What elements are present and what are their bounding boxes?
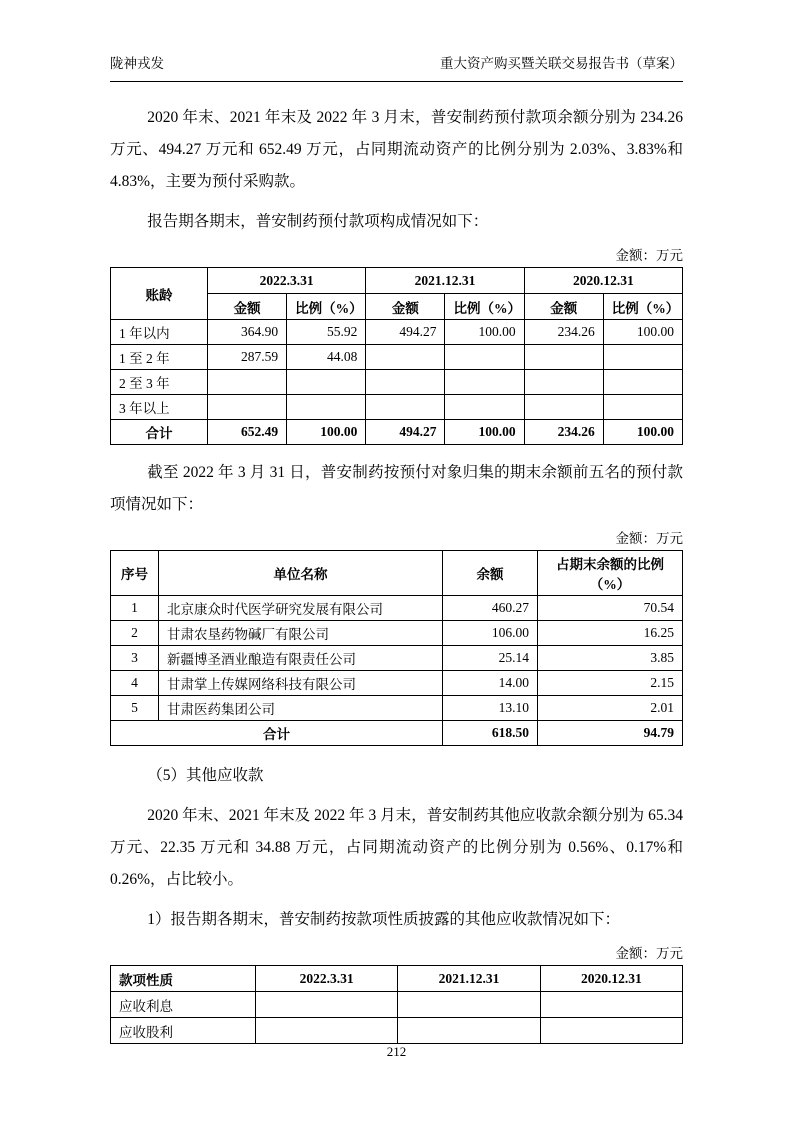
value-cell bbox=[398, 1018, 540, 1044]
total-label-cell: 合计 bbox=[111, 420, 208, 445]
ratio-cell: 100.00 bbox=[287, 420, 366, 445]
total-ratio-cell: 94.79 bbox=[538, 721, 683, 746]
ratio-cell: 70.54 bbox=[538, 596, 683, 621]
table-row bbox=[111, 992, 683, 1018]
company-name-cell: 甘肃掌上传媒网络科技有限公司 bbox=[159, 671, 443, 696]
header-company-name: 陇神戎发 bbox=[110, 56, 164, 71]
unit-note-1: 金额：万元 bbox=[615, 248, 683, 263]
ratio-cell: 55.92 bbox=[287, 320, 366, 345]
table-row bbox=[111, 696, 683, 721]
aging-label-cell: 2 至 3 年 bbox=[111, 370, 208, 395]
aging-label-cell: 1 年以内 bbox=[111, 320, 208, 345]
amount-cell bbox=[366, 345, 445, 370]
seq-cell: 4 bbox=[111, 671, 159, 696]
total-balance-cell: 618.50 bbox=[443, 721, 538, 746]
period-header-2022: 2022.3.31 bbox=[256, 966, 398, 992]
table-header-row bbox=[111, 551, 683, 596]
balance-cell: 14.00 bbox=[443, 671, 538, 696]
ratio-cell bbox=[603, 370, 682, 395]
ratio-cell bbox=[287, 370, 366, 395]
ratio-cell bbox=[445, 345, 524, 370]
aging-label-cell: 1 至 2 年 bbox=[111, 345, 208, 370]
table-header-row bbox=[111, 966, 683, 992]
ratio-cell: 2.15 bbox=[538, 671, 683, 696]
amount-cell bbox=[366, 370, 445, 395]
amount-cell bbox=[524, 370, 603, 395]
amount-cell: 494.27 bbox=[366, 320, 445, 345]
amount-header: 金额 bbox=[366, 294, 445, 320]
page-header bbox=[110, 52, 683, 82]
value-cell bbox=[540, 1018, 682, 1044]
ratio-header: 占期末余额的比例（%） bbox=[538, 551, 683, 596]
ratio-cell: 100.00 bbox=[445, 320, 524, 345]
company-name-cell: 新疆博圣酒业酿造有限责任公司 bbox=[159, 646, 443, 671]
paragraph-other-receivables-balances: 2020 年末、2021 年末及 2022 年 3 月末，普安制药其他应收款余额分别为 65.34 万元、22.35 万元和 34.88 万元，占同期流动资产的比例分别为 0.56%、0.17%和 0.26%，占比较小。 bbox=[110, 807, 683, 888]
value-cell bbox=[256, 992, 398, 1018]
ratio-cell: 2.01 bbox=[538, 696, 683, 721]
balance-cell: 25.14 bbox=[443, 646, 538, 671]
period-header-2021: 2021.12.31 bbox=[398, 966, 540, 992]
ratio-cell: 3.85 bbox=[538, 646, 683, 671]
ratio-header: 比例（%） bbox=[287, 294, 366, 320]
balance-cell: 106.00 bbox=[443, 621, 538, 646]
amount-cell bbox=[524, 345, 603, 370]
prepayment-aging-table bbox=[110, 267, 683, 445]
ratio-cell: 44.08 bbox=[287, 345, 366, 370]
nature-label-cell: 应收利息 bbox=[111, 992, 256, 1018]
header-report-title: 重大资产购买暨关联交易报告书（草案） bbox=[440, 56, 683, 71]
ratio-cell: 100.00 bbox=[603, 320, 682, 345]
amount-cell bbox=[208, 370, 287, 395]
ratio-cell: 100.00 bbox=[603, 420, 682, 445]
table-total-row bbox=[111, 721, 683, 746]
nature-label-cell: 应收股利 bbox=[111, 1018, 256, 1044]
ratio-cell: 16.25 bbox=[538, 621, 683, 646]
balance-cell: 13.10 bbox=[443, 696, 538, 721]
amount-cell: 234.26 bbox=[524, 420, 603, 445]
ratio-cell bbox=[603, 395, 682, 420]
table-total-row bbox=[111, 420, 683, 445]
period-header-2021: 2021.12.31 bbox=[366, 268, 524, 294]
paragraph-nature-intro: 1）报告期各期末，普安制药按款项性质披露的其他应收款情况如下： bbox=[147, 911, 620, 928]
amount-header: 金额 bbox=[524, 294, 603, 320]
amount-cell: 287.59 bbox=[208, 345, 287, 370]
ratio-cell bbox=[287, 395, 366, 420]
aging-label-cell: 3 年以上 bbox=[111, 395, 208, 420]
value-cell bbox=[398, 992, 540, 1018]
period-header-2020: 2020.12.31 bbox=[524, 268, 682, 294]
total-label-cell: 合计 bbox=[111, 721, 443, 746]
amount-header: 金额 bbox=[208, 294, 287, 320]
table-row bbox=[111, 596, 683, 621]
ratio-header: 比例（%） bbox=[445, 294, 524, 320]
ratio-cell bbox=[445, 370, 524, 395]
paragraph-prepayment-intro: 报告期各期末，普安制药预付款项构成情况如下： bbox=[147, 213, 489, 230]
company-header: 单位名称 bbox=[159, 551, 443, 596]
prepayment-top5-table bbox=[110, 550, 683, 746]
ratio-cell bbox=[603, 345, 682, 370]
ratio-cell bbox=[445, 395, 524, 420]
paragraph-prepayment-balances: 2020 年末、2021 年末及 2022 年 3 月末，普安制药预付款项余额分别为 234.26 万元、494.27 万元和 652.49 万元，占同期流动资产的比例分别为 2.03%、3.83%和 4.83%，主要为预付采购款。 bbox=[110, 109, 683, 190]
nature-header: 款项性质 bbox=[111, 966, 256, 992]
ratio-cell: 100.00 bbox=[445, 420, 524, 445]
heading-other-receivables: （5）其他应收款 bbox=[147, 767, 264, 784]
unit-note-3: 金额：万元 bbox=[615, 946, 683, 961]
table-row bbox=[111, 320, 683, 345]
value-cell bbox=[540, 992, 682, 1018]
table-row bbox=[111, 370, 683, 395]
table-row bbox=[111, 345, 683, 370]
table-row bbox=[111, 395, 683, 420]
unit-note-2: 金额：万元 bbox=[615, 531, 683, 546]
amount-cell: 234.26 bbox=[524, 320, 603, 345]
company-name-cell: 北京康众时代医学研究发展有限公司 bbox=[159, 596, 443, 621]
seq-header: 序号 bbox=[111, 551, 159, 596]
other-receivables-nature-table bbox=[110, 965, 683, 1044]
period-header-2020: 2020.12.31 bbox=[540, 966, 682, 992]
amount-cell: 652.49 bbox=[208, 420, 287, 445]
amount-cell bbox=[366, 395, 445, 420]
table-header-row bbox=[111, 268, 683, 294]
seq-cell: 3 bbox=[111, 646, 159, 671]
company-name-cell: 甘肃医药集团公司 bbox=[159, 696, 443, 721]
paragraph-top5-intro: 截至 2022 年 3 月 31 日，普安制药按预付对象归集的期末余额前五名的预付款项情况如下： bbox=[110, 464, 683, 513]
ratio-header: 比例（%） bbox=[603, 294, 682, 320]
page-number: 212 bbox=[386, 1044, 407, 1059]
seq-cell: 2 bbox=[111, 621, 159, 646]
amount-cell: 364.90 bbox=[208, 320, 287, 345]
company-name-cell: 甘肃农垦药物碱厂有限公司 bbox=[159, 621, 443, 646]
table-row bbox=[111, 1018, 683, 1044]
seq-cell: 1 bbox=[111, 596, 159, 621]
aging-corner-header: 账龄 bbox=[111, 268, 208, 320]
table-row bbox=[111, 646, 683, 671]
seq-cell: 5 bbox=[111, 696, 159, 721]
table-row bbox=[111, 671, 683, 696]
value-cell bbox=[256, 1018, 398, 1044]
amount-cell bbox=[208, 395, 287, 420]
amount-cell bbox=[524, 395, 603, 420]
table-row bbox=[111, 621, 683, 646]
balance-cell: 460.27 bbox=[443, 596, 538, 621]
period-header-2022: 2022.3.31 bbox=[208, 268, 366, 294]
amount-cell: 494.27 bbox=[366, 420, 445, 445]
balance-header: 余额 bbox=[443, 551, 538, 596]
